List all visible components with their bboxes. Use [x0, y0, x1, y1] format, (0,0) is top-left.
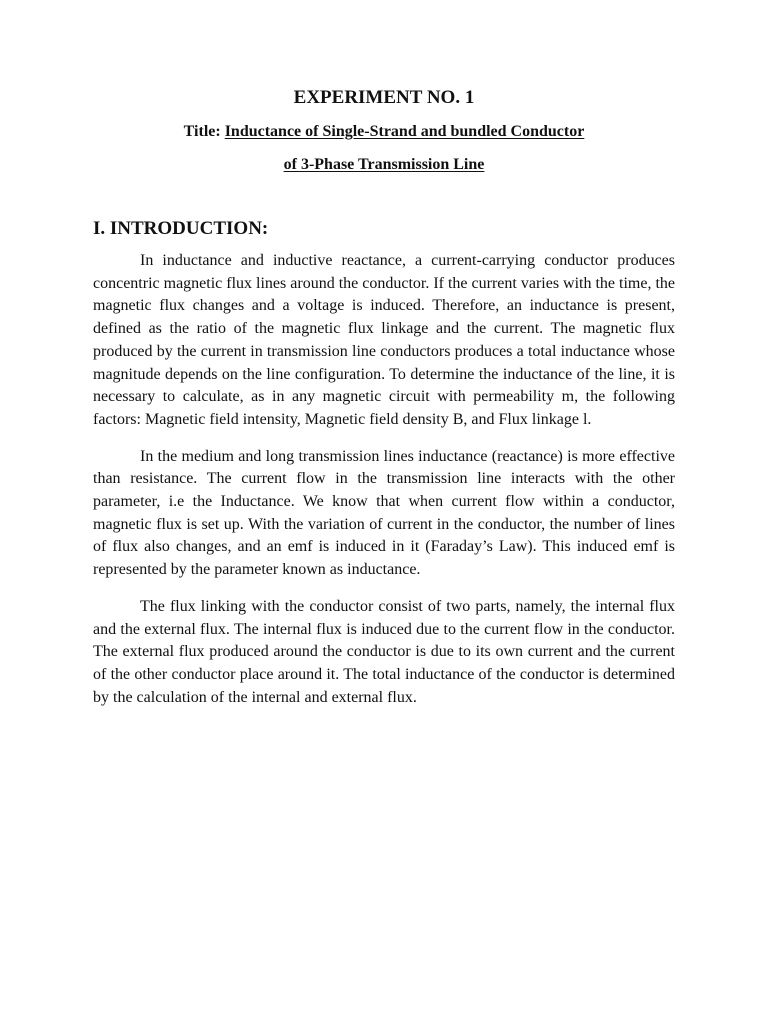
- title-line-1: [93, 122, 675, 142]
- document-page: [93, 84, 675, 709]
- title-line-2: [93, 155, 675, 175]
- experiment-heading: EXPERIMENT NO. 1: [293, 87, 475, 108]
- section-heading-introduction: I. INTRODUCTION:: [93, 218, 269, 239]
- title-prefix: Title:: [183, 123, 225, 140]
- intro-paragraph-1: In inductance and inductive reactance, a current-carrying conductor produces concentric magnetic flux lines around the conductor. If the current varies with the time, the magnetic flux changes and a voltage is induced. Therefore, an inductance is present, defined as the ratio of the magnetic flux linkage and the current. The magnetic flux produced by the current in transmission line conductors produces a total inductance whose magnitude depends on the line configuration. To determine the inductance of the line, it is necessary to calculate, as in any magnetic circuit with permeability m, the following factors: Magnetic field intensity, Magnetic field density B, and Flux linkage l.: [93, 252, 676, 428]
- title-text-line-1: Inductance of Single-Strand and bundled Conductor: [224, 123, 585, 140]
- intro-paragraph-2: In the medium and long transmission lines inductance (reactance) is more effective than resistance. The current flow in the transmission line interacts with the other parameter, i.e the Inductance. We know that when current flow within a conductor, magnetic flux is set up. With the variation of current in the conductor, the number of lines of flux also changes, and an emf is induced in it (Faraday’s Law). This induced emf is represented by the parameter known as inductance.: [93, 447, 675, 579]
- intro-paragraph-3: The flux linking with the conductor consist of two parts, namely, the internal flux and the external flux. The internal flux is induced due to the current flow in the conductor. The external flux produced around the conductor is due to its own current and the current of the other conductor place around it. The total inductance of the conductor is determined by the calculation of the internal and external flux.: [93, 597, 675, 706]
- title-text-line-2: of 3-Phase Transmission Line: [283, 156, 485, 173]
